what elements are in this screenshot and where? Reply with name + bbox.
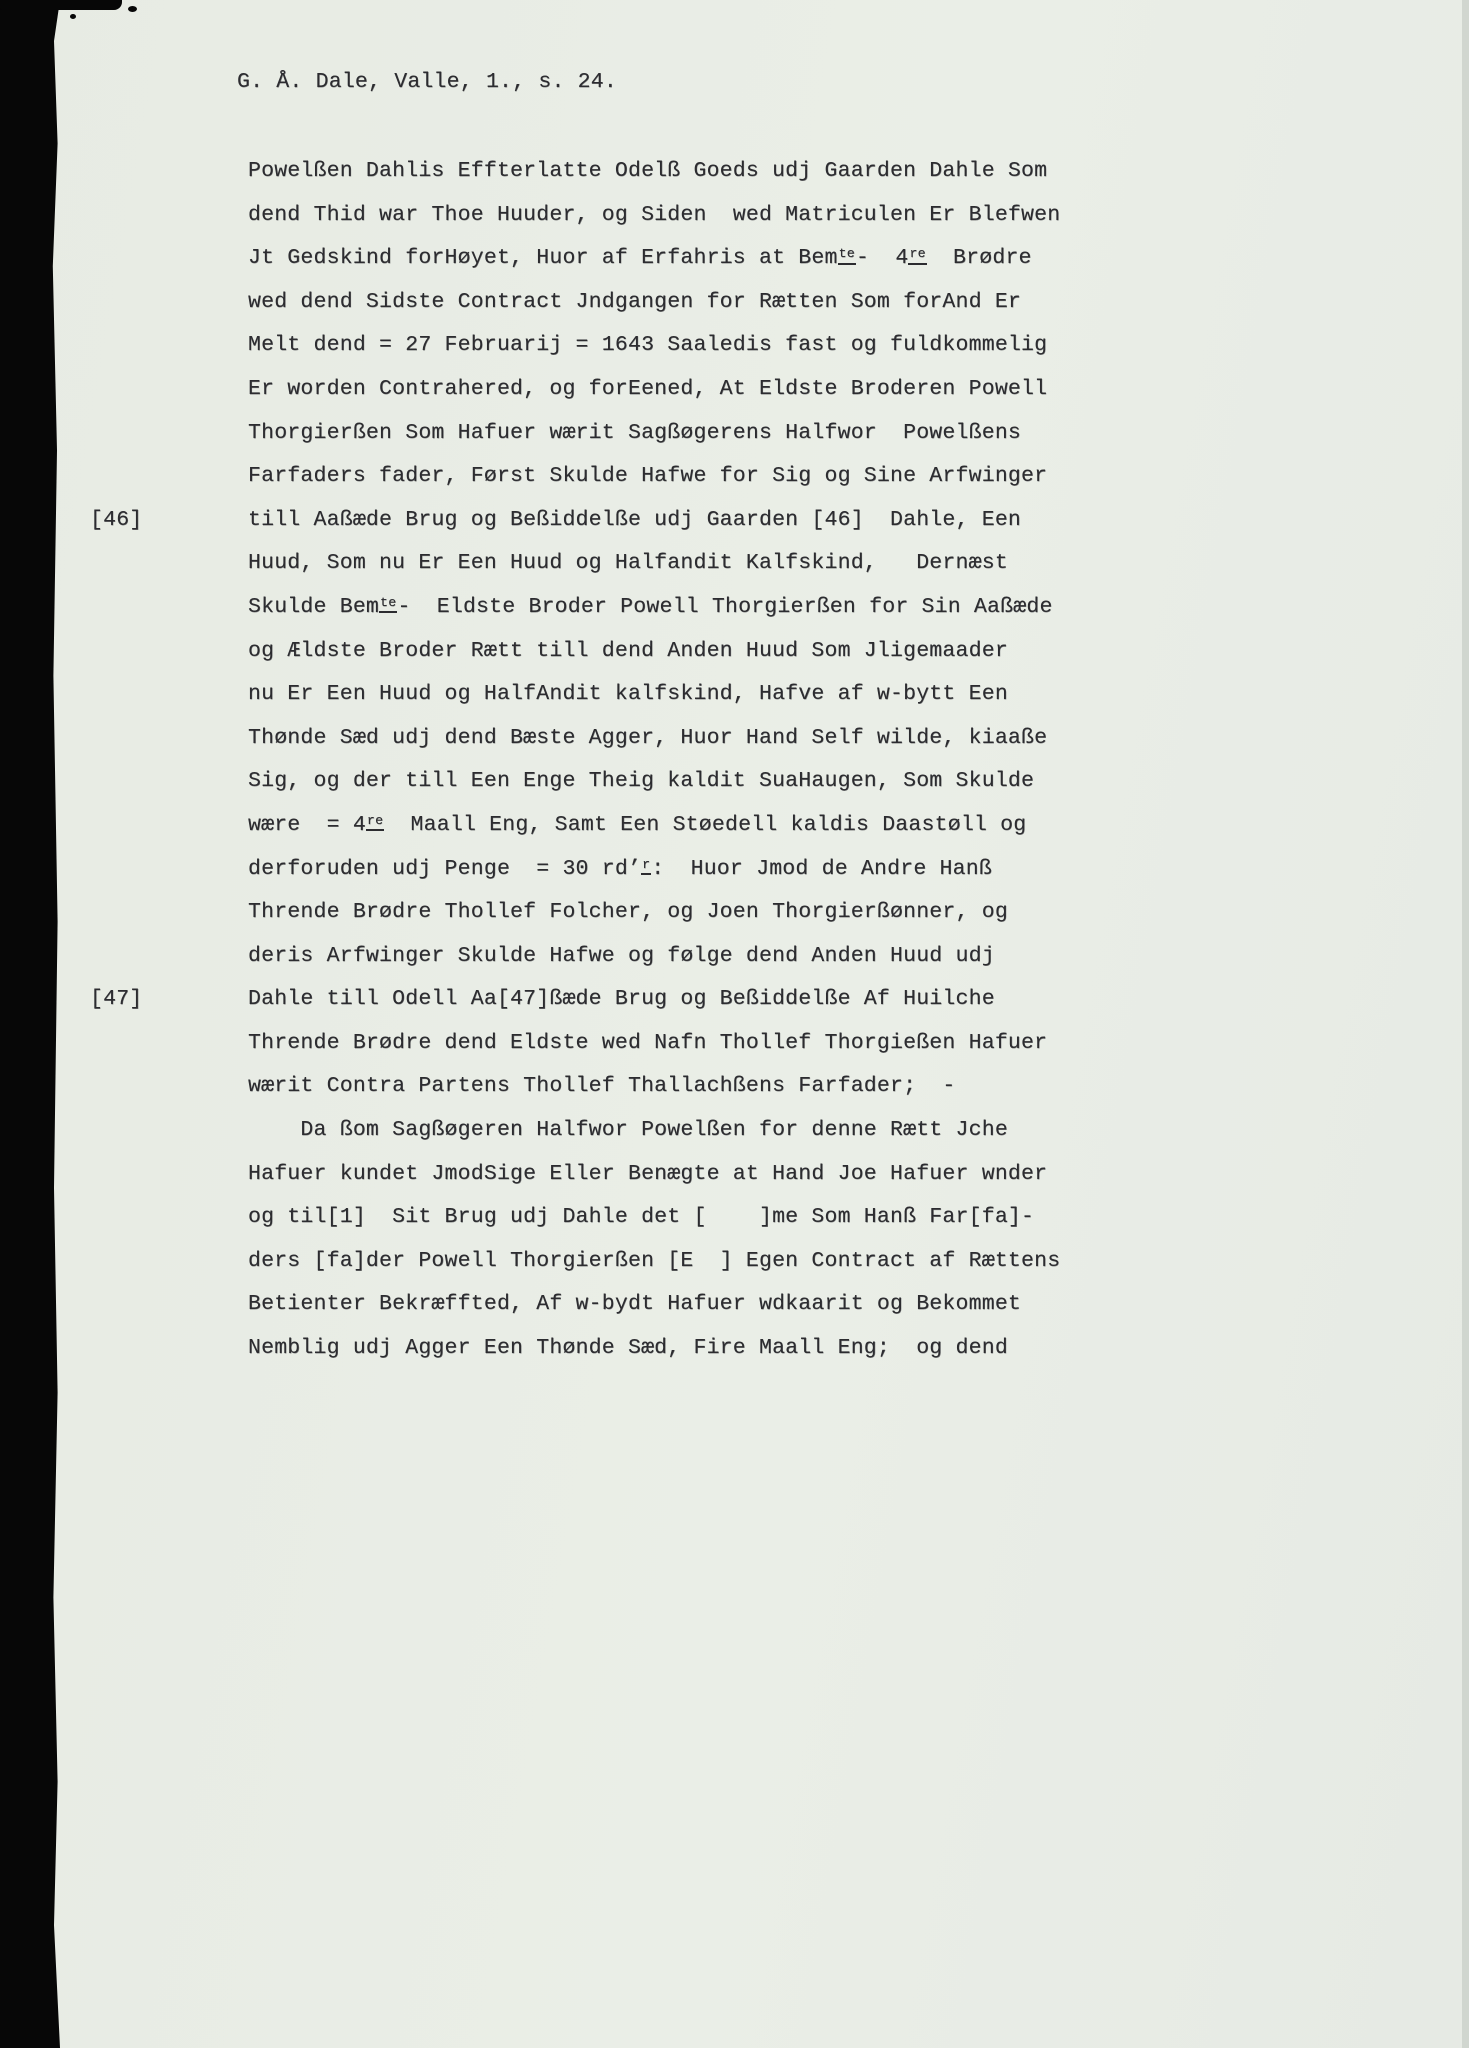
superscript-abbreviation: te [379,597,397,613]
text-line [248,935,1429,979]
text-line [248,1283,1429,1327]
line-text: Huud, Som nu Er Een Huud og Halfandit Kalfskind, Dernæst [248,551,1008,576]
line-text: og Ældste Broder Rætt till dend Anden Huud Som Jligemaader [248,638,1008,663]
text-line [248,542,1429,586]
text-line [248,891,1429,935]
line-text: Betienter Bekræffted, Af w-bydt Hafuer wdkaarit og Bekommet [248,1292,1022,1317]
line-text: Thorgierßen Som Hafuer wærit Sagßøgerens Halfwor Powelßens [248,420,1022,445]
scan-speck [128,6,137,12]
scan-speck [70,14,76,19]
text-line [248,150,1429,194]
text-line [248,1240,1429,1284]
line-text: Thønde Sæd udj dend Bæste Agger, Huor Hand Self wilde, kiaaße [248,725,1048,750]
text-line [248,237,1429,281]
line-text: Jt Gedskind forHøyet, Huor af Erfahris at Bem$^{te}$- 4re Brødre [248,246,1032,271]
superscript-abbreviation: te [838,248,856,264]
text-line [248,455,1429,499]
line-text: Skulde Bem$^{te}$- Eldste Broder Powell Thorgierßen for Sin Aaßæde [248,594,1053,619]
line-text: derforuden udj Penge = 30 rd’$^r$: Huor Jmod de Andre Hanß [248,856,992,881]
text-line [248,586,1429,630]
line-text: og til[1] Sit Brug udj Dahle det [ ]me Som Hanß Far[fa]- [248,1205,1035,1230]
line-text: Thrende Brødre Thollef Folcher, og Joen Thorgierßønner, og [248,900,1008,925]
text-line [248,324,1429,368]
line-text: Hafuer kundet JmodSige Eller Benægte at Hand Joe Hafuer wnder [248,1161,1048,1186]
superscript-abbreviation: re [908,248,926,264]
text-line [248,1153,1429,1197]
line-text: Thrende Brødre dend Eldste wed Nafn Thollef Thorgießen Hafuer [248,1030,1048,1055]
line-text: wærit Contra Partens Thollef Thallachßens Farfader; - [248,1074,956,1099]
line-text: Dahle till Odell Aa[47]ßæde Brug og Beßiddelße Af Huilche [248,987,995,1012]
scan-edge-left [0,0,60,2048]
line-text: dend Thid war Thoe Huuder, og Siden wed Matriculen Er Blefwen [248,202,1061,227]
text-line [248,412,1429,456]
scan-edge-top [0,0,122,10]
text-line [248,848,1429,892]
line-text: Farfaders fader, Først Skulde Hafwe for Sig og Sine Arfwinger [248,464,1048,489]
line-text: wære = 4re Maall Eng, Samt Een Støedell kaldis Daastøll og [248,812,1027,837]
superscript-abbreviation: r [641,859,651,875]
text-line [248,1022,1429,1066]
line-text: ders [fa]der Powell Thorgierßen [E ] Egen Contract af Rættens [248,1248,1061,1273]
line-text: wed dend Sidste Contract Jndgangen for Rætten Som forAnd Er [248,289,1022,314]
line-text: Sig, og der till Een Enge Theig kaldit SuaHaugen, Som Skulde [248,769,1035,794]
line-text: till Aaßæde Brug og Beßiddelße udj Gaarden [46] Dahle, Een [248,507,1022,532]
text-line [90,499,1429,543]
text-line [248,1109,1429,1153]
text-line [248,1196,1429,1240]
document-body [90,150,1429,1371]
line-text: Da ßom Sagßøgeren Halfwor Powelßen for denne Rætt Jche [248,1118,1008,1143]
line-text: deris Arfwinger Skulde Hafwe og følge dend Anden Huud udj [248,943,995,968]
text-line [248,368,1429,412]
text-line [248,804,1429,848]
text-line [248,630,1429,674]
text-line [90,978,1429,1022]
text-line [248,673,1429,717]
text-line [248,281,1429,325]
line-text: Nemblig udj Agger Een Thønde Sæd, Fire Maall Eng; og dend [248,1336,1008,1361]
text-line [248,760,1429,804]
margin-note: [46] [90,507,143,532]
text-line [248,1327,1429,1371]
text-line [248,717,1429,761]
page-header: G. Å. Dale, Valle, 1., s. 24. [237,70,617,94]
line-text: nu Er Een Huud og HalfAndit kalfskind, Hafve af w-bytt Een [248,682,1008,707]
line-text: Er worden Contrahered, og forEened, At Eldste Broderen Powell [248,376,1048,401]
line-text: Powelßen Dahlis Effterlatte Odelß Goeds udj Gaarden Dahle Som [248,159,1048,183]
superscript-abbreviation: re [366,815,384,831]
text-line [248,1065,1429,1109]
line-text: Melt dend = 27 Februarij = 1643 Saaledis fast og fuldkommelig [248,333,1048,358]
scan-edge-right [1462,0,1469,2048]
margin-note: [47] [90,987,143,1012]
text-line [248,194,1429,238]
